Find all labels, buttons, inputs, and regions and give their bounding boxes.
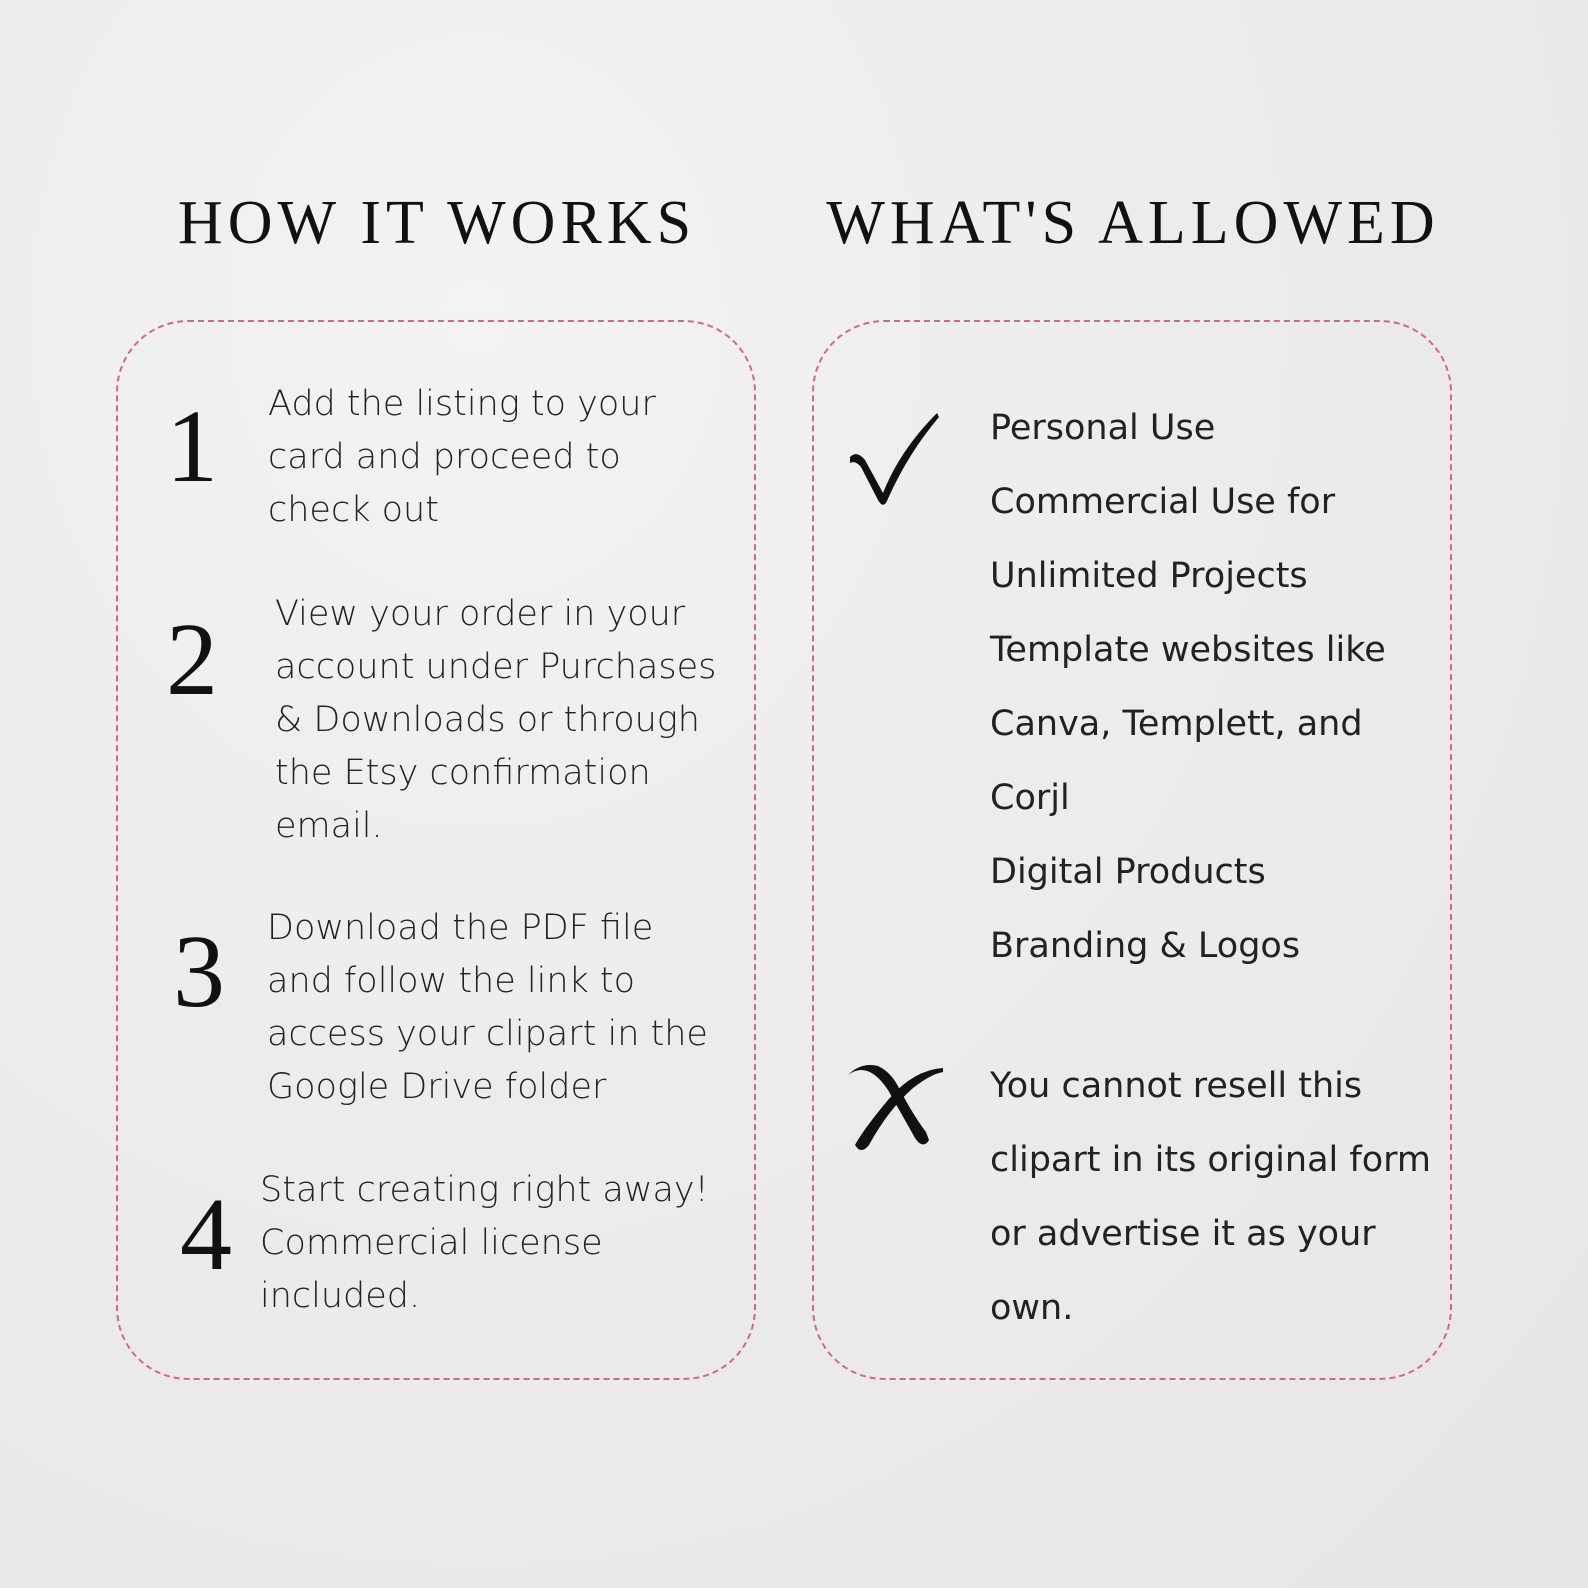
step-text-1: Add the listing to your card and proceed to check out <box>268 384 656 530</box>
step-text-3: Download the PDF file and follow the link to access your clipart in the Google Drive folder <box>267 908 708 1107</box>
step-number-4: 4 <box>180 1177 232 1292</box>
whats-allowed-heading: WHAT'S ALLOWED <box>826 189 1440 257</box>
step-number-2: 2 <box>166 602 218 717</box>
allowed-list: Personal Use Commercial Use for Unlimited Projects Template websites like Canva, Templett, and Corjl Digital Products Branding & Logos <box>990 408 1386 966</box>
not-allowed-list: You cannot resell this clipart in its original form or advertise it as your own. <box>990 1066 1431 1328</box>
step-text-4: Start creating right away! Commercial license included. <box>260 1170 709 1316</box>
checkmark-icon <box>845 405 945 510</box>
step-number-3: 3 <box>173 914 225 1029</box>
step-number-1: 1 <box>166 389 218 504</box>
step-text-2: View your order in your account under Purchases & Downloads or through the Etsy confirmation email. <box>275 594 717 846</box>
x-mark-icon <box>843 1060 948 1155</box>
how-it-works-heading: HOW IT WORKS <box>177 189 697 257</box>
